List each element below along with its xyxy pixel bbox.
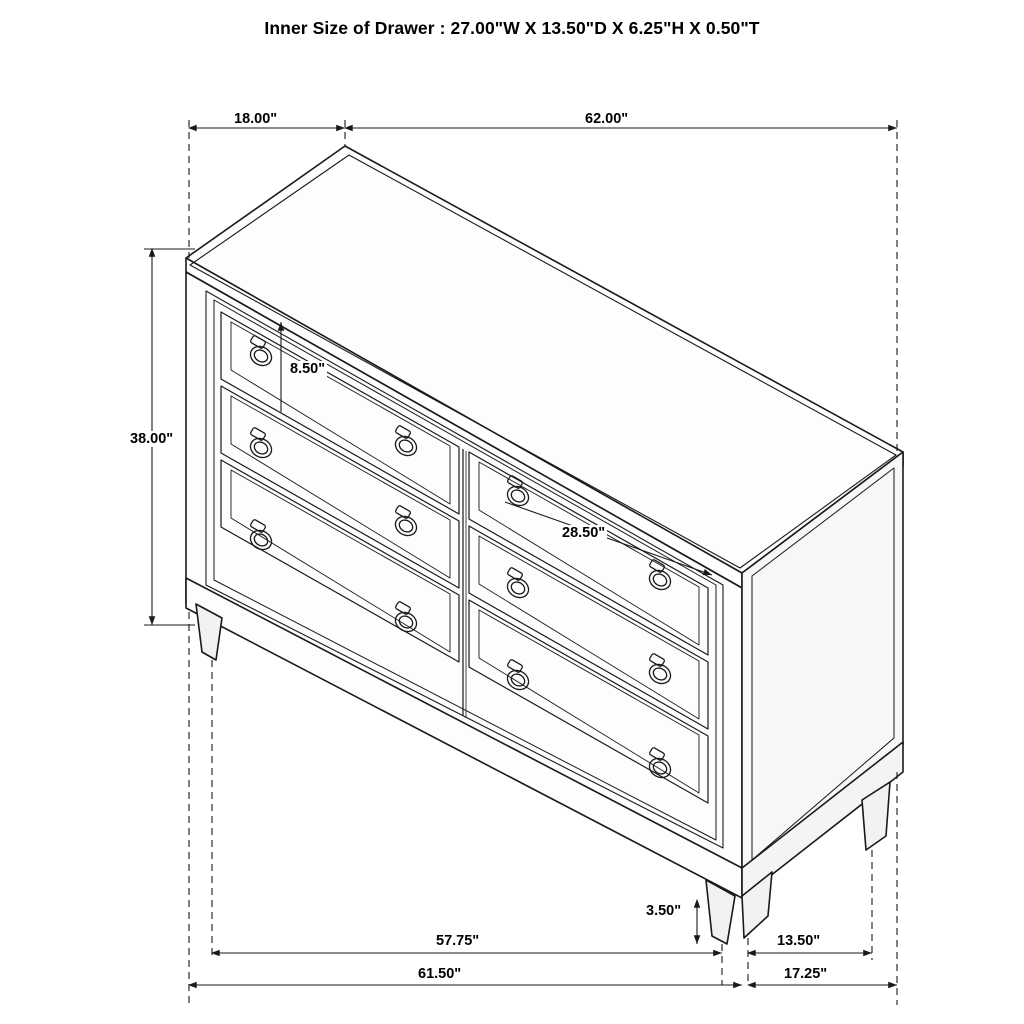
- dresser-body: [186, 146, 903, 944]
- dim-label-drawer-width: 28.50": [562, 525, 606, 541]
- dim-label-top-width: 62.00": [585, 111, 629, 127]
- page-title: Inner Size of Drawer : 27.00"W X 13.50"D X 6.25"H X 0.50"T: [264, 18, 760, 38]
- dim-label-drawer-height: 8.50": [290, 361, 326, 377]
- dim-label-overall-front-width: 61.50": [418, 966, 462, 982]
- dim-label-base-side-depth: 13.50": [777, 933, 821, 949]
- dim-label-overall-height: 38.00": [130, 431, 174, 447]
- dim-label-base-front-width: 57.75": [436, 933, 480, 949]
- dim-label-top-depth: 18.00": [234, 111, 278, 127]
- dim-label-overall-side-depth: 17.25": [784, 966, 828, 982]
- dim-label-leg-height: 3.50": [646, 903, 682, 919]
